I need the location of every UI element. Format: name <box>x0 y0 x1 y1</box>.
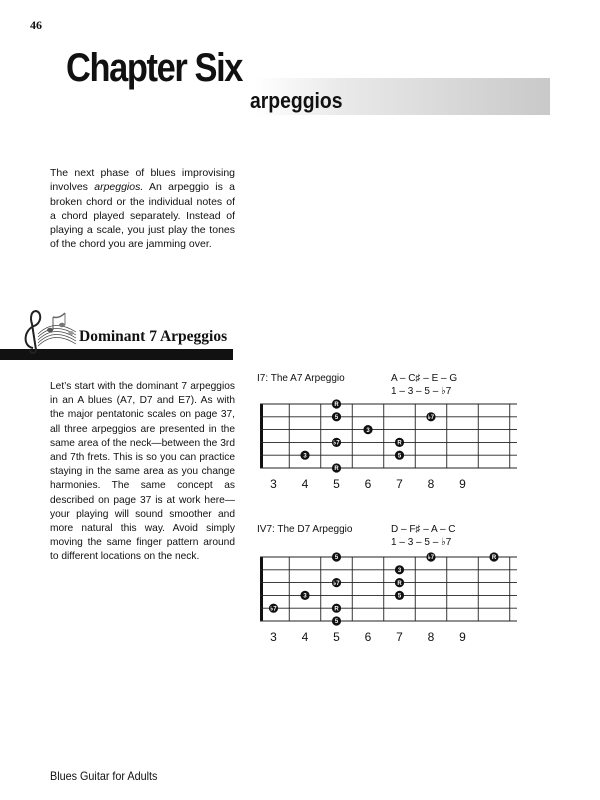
svg-text:♭7: ♭7 <box>427 555 435 562</box>
intro-text-end: An arpeggio is a broken chord or the individual notes of a chord played separately. Instead of playing a scale, you just play the tones of the chord you are jamming over. <box>50 181 235 251</box>
svg-text:♭7: ♭7 <box>333 580 340 587</box>
svg-text:3: 3 <box>303 593 307 600</box>
fret-number: 6 <box>364 477 372 491</box>
svg-text:R: R <box>397 580 402 587</box>
svg-text:♭7: ♭7 <box>270 606 277 613</box>
diagram-2-notes: D – F♯ – A – C <box>391 524 456 535</box>
svg-text:5: 5 <box>397 593 402 600</box>
svg-text:5: 5 <box>397 453 402 460</box>
fingering-dot <box>426 412 435 421</box>
svg-text:R: R <box>334 466 339 473</box>
fingering-dot <box>395 565 404 574</box>
diagram-1-label: I7: The A7 Arpeggio <box>257 373 345 384</box>
svg-text:5: 5 <box>334 555 339 562</box>
diagram-1-formula: 1 – 3 – 5 – ♭7 <box>391 386 452 397</box>
fret-number: 5 <box>333 477 340 491</box>
svg-text:3: 3 <box>303 453 307 460</box>
fret-number: 7 <box>396 477 403 491</box>
body-paragraph: Let’s start with the dominant 7 arpeggios in an A blues (A7, D7 and E7). As with the major pentatonic scales on page 37, all three arpeggios are presented in the same area of the neck—between the 3rd and 7th frets. This is so you can practice staying in the same area as you change harmonies. The same concept as described on page 37 is at work here—your playing will sound smoother and more natural this way. Avoid simply moving the same finger pattern around to different locations on the neck. <box>50 381 235 563</box>
fingering-dot <box>395 591 404 600</box>
fret-number: 4 <box>301 630 309 644</box>
svg-text:R: R <box>491 555 497 562</box>
fret-number: 9 <box>459 630 466 644</box>
fret-number: 8 <box>427 477 435 491</box>
svg-text:R: R <box>334 402 339 409</box>
fretboard-diagram-1 <box>255 395 520 491</box>
fingering-dot <box>269 604 278 613</box>
fret-number: 4 <box>301 477 309 491</box>
intro-paragraph <box>50 166 235 252</box>
fingering-dot <box>395 578 404 587</box>
fretboard-edge <box>260 557 263 621</box>
fretboard-diagram-2 <box>255 548 520 644</box>
fingering-dot <box>332 463 341 472</box>
svg-text:R: R <box>334 606 339 613</box>
fingering-dot <box>332 399 341 408</box>
svg-text:3: 3 <box>366 427 370 434</box>
page-number: 46 <box>30 18 42 32</box>
fingering-dot <box>332 552 341 561</box>
svg-text:5: 5 <box>334 415 339 421</box>
fret-number: 3 <box>270 630 277 644</box>
diagram-2-formula: 1 – 3 – 5 – ♭7 <box>391 537 452 548</box>
fingering-dot <box>395 438 404 447</box>
fret-number: 9 <box>459 477 466 491</box>
diagram-2-label: IV7: The D7 Arpeggio <box>257 524 353 535</box>
fret-number: 6 <box>364 630 372 644</box>
fingering-dot <box>332 578 341 587</box>
fingering-dot <box>300 451 309 460</box>
fingering-dot <box>332 438 341 447</box>
diagram-1-notes: A – C♯ – E – G <box>391 373 458 384</box>
chapter-title: Chapter Six <box>66 46 243 90</box>
fret-number: 7 <box>396 630 403 644</box>
section-title: Dominant 7 Arpeggios <box>79 328 228 345</box>
music-notes-clef-icon <box>18 308 78 352</box>
svg-text:R: R <box>397 440 402 447</box>
footer-book-title: Blues Guitar for Adults <box>50 769 158 783</box>
svg-text:♭7: ♭7 <box>427 415 435 421</box>
fingering-dot <box>426 552 435 561</box>
fingering-dot <box>332 412 341 421</box>
intro-text-start: The next phase of blues improvising involves <box>50 167 235 194</box>
fingering-dot <box>300 591 309 600</box>
fingering-dot <box>395 451 404 460</box>
fingering-dot <box>332 616 341 625</box>
svg-text:♭7: ♭7 <box>333 440 340 447</box>
svg-text:5: 5 <box>334 619 339 626</box>
chapter-subtitle: arpeggios <box>250 88 343 113</box>
fingering-dot <box>489 552 498 561</box>
fret-number: 3 <box>270 477 277 491</box>
fingering-dot <box>332 604 341 613</box>
fret-number: 5 <box>333 630 340 644</box>
fretboard-edge <box>260 404 263 468</box>
intro-emphasis: arpeggios. <box>94 181 144 194</box>
fret-number: 8 <box>427 630 435 644</box>
fingering-dot <box>363 425 372 434</box>
svg-text:3: 3 <box>397 568 402 574</box>
